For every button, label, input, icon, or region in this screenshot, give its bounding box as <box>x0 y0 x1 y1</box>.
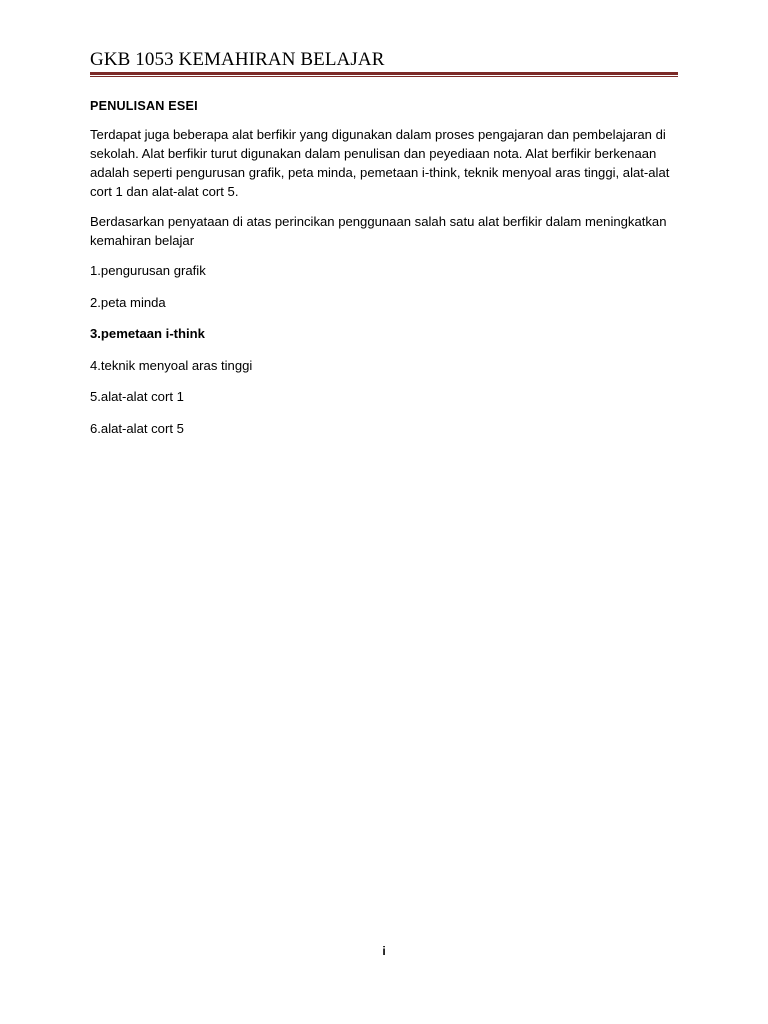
list-item: 5.alat-alat cort 1 <box>90 389 184 404</box>
header-rule-thin <box>90 76 678 77</box>
list-item: 1.pengurusan grafik <box>90 263 206 278</box>
intro-paragraph: Terdapat juga beberapa alat berfikir yang digunakan dalam proses pengajaran dan pembelajaran di sekolah. Alat berfikir turut digunakan dalam penulisan dan peyediaan nota. Alat berfikir berkenaan adalah seperti pengurusan grafik, peta minda, pemetaan i-think, teknik menyoal aras tinggi, alat-alat cort 1 dan alat-alat cort 5. <box>90 127 670 199</box>
question-paragraph: Berdasarkan penyataan di atas perincikan penggunaan salah satu alat berfikir dalam meningkatkan kemahiran belajar <box>90 214 667 248</box>
section-heading: PENULISAN ESEI <box>90 99 198 113</box>
list-item: 4.teknik menyoal aras tinggi <box>90 357 253 373</box>
header-rule-thick <box>90 72 678 75</box>
list-item-selected: 3.pemetaan i-think <box>90 326 205 341</box>
page-number: i <box>382 944 386 958</box>
list-item: 2.peta minda <box>90 294 166 310</box>
document-body <box>90 97 680 450</box>
header-title: GKB 1053 KEMAHIRAN BELAJAR <box>90 49 385 70</box>
list-item: 6.alat-alat cort 5 <box>90 420 184 436</box>
